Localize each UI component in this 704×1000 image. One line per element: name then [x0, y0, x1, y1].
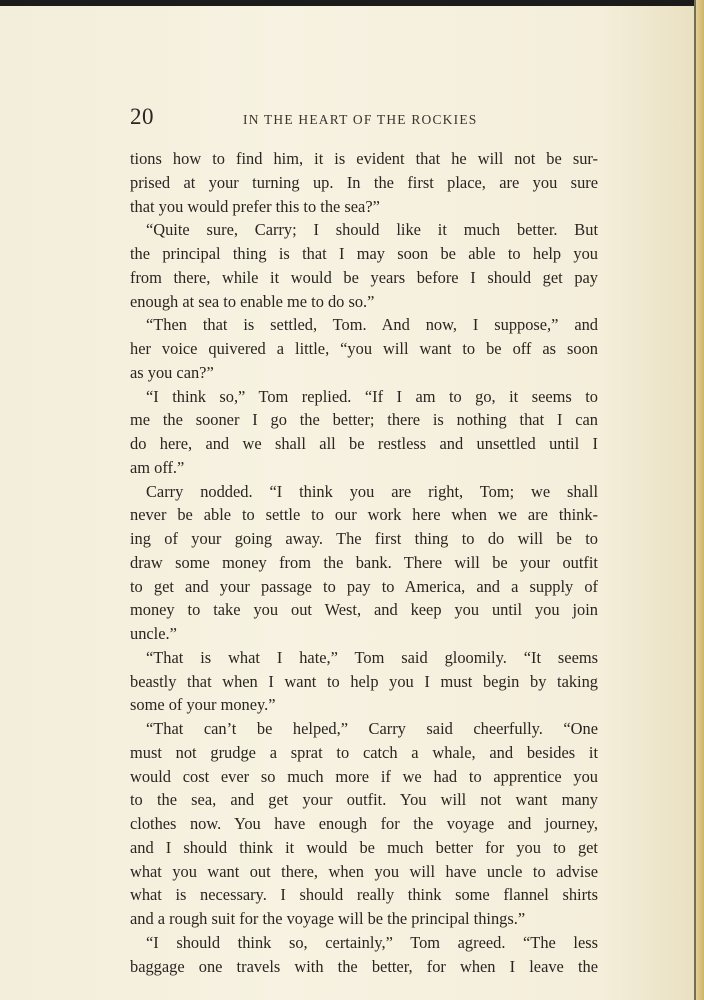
text-line: to the sea, and get your outfit. You will not want many	[130, 790, 598, 810]
text-line: “I should think so, certainly,” Tom agreed. “The less	[146, 932, 598, 952]
text-line: uncle.”	[130, 624, 177, 643]
top-edge-rule	[0, 0, 700, 6]
text-line: draw some money from the bank. There will be your outfit	[130, 552, 598, 572]
text-line: never be able to settle to our work here when we are think-	[130, 505, 598, 525]
text-line: beastly that when I want to help you I must begin by taking	[130, 671, 598, 691]
text-line: what you want out there, when you will have uncle to advise	[130, 861, 598, 881]
text-line: ing of your going away. The first thing to do will be to	[130, 529, 598, 548]
text-line: Carry nodded. “I think you are right, Tom; we shall	[146, 481, 598, 501]
text-line: tions how to find him, it is evident that he will not be sur-	[130, 149, 598, 168]
page-number: 20	[130, 104, 154, 129]
text-line: “That is what I hate,” Tom said gloomily. “It seems	[146, 647, 598, 667]
text-line: the principal thing is that I may soon be able to help you	[130, 244, 598, 263]
text-line: baggage one travels with the better, for when I leave the	[130, 956, 598, 976]
text-line: prised at your turning up. In the first place, are you sure	[130, 172, 598, 192]
text-line: me the sooner I go the better; there is nothing that I can	[130, 410, 598, 430]
running-head: IN THE HEART OF THE ROCKIES	[243, 112, 478, 127]
text-line: what is necessary. I should really think some flannel shirts	[130, 885, 598, 905]
text-line: that you would prefer this to the sea?”	[130, 196, 380, 216]
text-line: her voice quivered a little, “you will want to be off as soon	[130, 339, 598, 358]
text-line: from there, while it would be years before I should get pay	[130, 267, 598, 287]
text-line: “I think so,” Tom replied. “If I am to go, it seems to	[146, 386, 598, 406]
text-line: enough at sea to enable me to do so.”	[130, 291, 375, 311]
text-line: do here, and we shall all be restless and unsettled until I	[130, 434, 598, 453]
text-line: as you can?”	[130, 362, 214, 382]
text-line: money to take you out West, and keep you until you join	[130, 600, 598, 620]
text-line: to get and your passage to pay to America, and a supply of	[130, 576, 598, 596]
text-line: “Then that is settled, Tom. And now, I suppose,” and	[146, 315, 598, 335]
text-line: clothes now. You have enough for the voyage and journey,	[130, 814, 598, 833]
page-header	[130, 104, 600, 134]
text-line: some of your money.”	[130, 695, 276, 715]
text-line: “That can’t be helped,” Carry said cheerfully. “One	[146, 719, 598, 738]
text-line: would cost ever so much more if we had to apprentice you	[130, 766, 598, 786]
body-text	[130, 147, 598, 978]
page-edge-line	[694, 0, 696, 1000]
text-line: and I should think it would be much better for you to get	[130, 837, 598, 857]
text-line: and a rough suit for the voyage will be the principal things.”	[130, 909, 526, 928]
text-line: “Quite sure, Carry; I should like it much better. But	[146, 220, 598, 240]
text-line: must not grudge a sprat to catch a whale, and besides it	[130, 742, 598, 762]
text-line: am off.”	[130, 457, 185, 477]
